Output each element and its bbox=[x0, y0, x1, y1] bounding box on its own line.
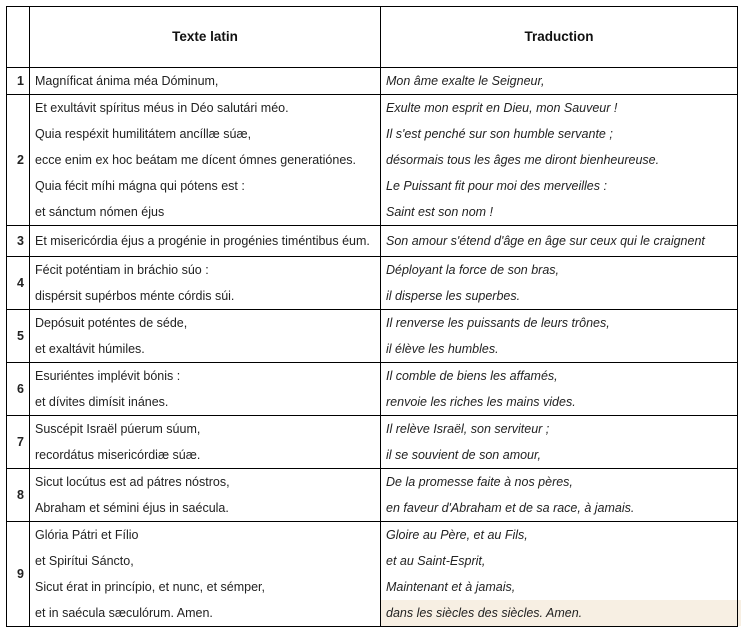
table-row bbox=[7, 95, 738, 226]
latin-line: et dívites dimísit inánes. bbox=[35, 395, 169, 409]
latin-line: et in saécula sæculórum. Amen. bbox=[35, 606, 213, 620]
french-text-cell bbox=[381, 310, 738, 363]
stanza-number: 2 bbox=[7, 95, 30, 226]
french-line: Gloire au Père, et au Fils, bbox=[386, 528, 528, 542]
stanza-number: 4 bbox=[7, 257, 30, 310]
latin-line: Glória Pátri et Fílio bbox=[35, 528, 139, 542]
latin-line: Fécit poténtiam in bráchio súo : bbox=[35, 263, 209, 277]
table-row bbox=[7, 68, 738, 95]
table-body bbox=[7, 68, 738, 627]
latin-line: Abraham et sémini éjus in saécula. bbox=[35, 501, 229, 515]
latin-text-cell bbox=[30, 522, 381, 627]
french-text-cell bbox=[381, 522, 738, 627]
header-number-cell bbox=[7, 7, 30, 68]
french-line: et au Saint-Esprit, bbox=[386, 554, 486, 568]
french-text-cell bbox=[381, 416, 738, 469]
french-line: Saint est son nom ! bbox=[386, 205, 494, 219]
french-text-cell bbox=[381, 363, 738, 416]
french-line: Son amour s'étend d'âge en âge sur ceux qui le craignent bbox=[386, 234, 705, 248]
latin-line: et Spirítui Sáncto, bbox=[35, 554, 134, 568]
french-line: Le Puissant fit pour moi des merveilles : bbox=[386, 179, 607, 193]
latin-text-cell bbox=[30, 68, 381, 95]
latin-line: Et exultávit spíritus méus in Déo salutári méo. bbox=[35, 101, 289, 115]
french-line: il se souvient de son amour, bbox=[386, 448, 541, 462]
latin-line: dispérsit supérbos ménte córdis súi. bbox=[35, 289, 235, 303]
french-text-cell bbox=[381, 226, 738, 257]
latin-line: et sánctum nómen éjus bbox=[35, 205, 165, 219]
table-row bbox=[7, 522, 738, 627]
latin-text-cell bbox=[30, 363, 381, 416]
french-line: Maintenant et à jamais, bbox=[386, 580, 516, 594]
latin-line: Quia fécit míhi mágna qui pótens est : bbox=[35, 179, 245, 193]
header-latin: Texte latin bbox=[30, 7, 381, 68]
latin-line: et exaltávit húmiles. bbox=[35, 342, 145, 356]
stanza-number: 1 bbox=[7, 68, 30, 95]
french-line: renvoie les riches les mains vides. bbox=[386, 395, 576, 409]
french-line: désormais tous les âges me diront bienheureuse. bbox=[386, 153, 660, 167]
stanza-number: 3 bbox=[7, 226, 30, 257]
table-row bbox=[7, 257, 738, 310]
latin-line: Magníficat ánima méa Dóminum, bbox=[35, 74, 219, 88]
french-text-cell bbox=[381, 469, 738, 522]
french-line: Il relève Israël, son serviteur ; bbox=[386, 422, 550, 436]
latin-text-cell bbox=[30, 257, 381, 310]
french-line: Il s'est penché sur son humble servante ; bbox=[386, 127, 613, 141]
french-text-cell bbox=[381, 257, 738, 310]
latin-line: Suscépit Israël púerum súum, bbox=[35, 422, 201, 436]
latin-text-cell bbox=[30, 95, 381, 226]
table-row bbox=[7, 416, 738, 469]
table-row bbox=[7, 469, 738, 522]
magnificat-table bbox=[6, 6, 738, 627]
latin-line: Quia respéxit humilitátem ancíllæ súæ, bbox=[35, 127, 252, 141]
french-line: dans les siècles des siècles. Amen. bbox=[381, 600, 741, 626]
latin-text-cell bbox=[30, 226, 381, 257]
french-line: il disperse les superbes. bbox=[386, 289, 521, 303]
latin-line: Depósuit poténtes de séde, bbox=[35, 316, 188, 330]
table-row bbox=[7, 310, 738, 363]
french-line: Mon âme exalte le Seigneur, bbox=[386, 74, 545, 88]
stanza-number: 8 bbox=[7, 469, 30, 522]
latin-text-cell bbox=[30, 469, 381, 522]
french-line: Il comble de biens les affamés, bbox=[386, 369, 558, 383]
table-row bbox=[7, 363, 738, 416]
french-line: Déployant la force de son bras, bbox=[386, 263, 560, 277]
french-text-cell bbox=[381, 95, 738, 226]
stanza-number: 5 bbox=[7, 310, 30, 363]
french-line: Exulte mon esprit en Dieu, mon Sauveur ! bbox=[386, 101, 618, 115]
french-line: en faveur d'Abraham et de sa race, à jamais. bbox=[386, 501, 635, 515]
stanza-number: 6 bbox=[7, 363, 30, 416]
latin-text-cell bbox=[30, 310, 381, 363]
latin-text-cell bbox=[30, 416, 381, 469]
french-line: Il renverse les puissants de leurs trônes, bbox=[386, 316, 610, 330]
stanza-number: 9 bbox=[7, 522, 30, 627]
latin-line: Esuriéntes implévit bónis : bbox=[35, 369, 181, 383]
latin-line: Sicut locútus est ad pátres nóstros, bbox=[35, 475, 230, 489]
table-row bbox=[7, 226, 738, 257]
french-text-cell bbox=[381, 68, 738, 95]
latin-line: recordátus misericórdiæ súæ. bbox=[35, 448, 201, 462]
table-header-row bbox=[7, 7, 738, 68]
latin-line: Sicut érat in princípio, et nunc, et sémper, bbox=[35, 580, 265, 594]
latin-line: ecce enim ex hoc beátam me dícent ómnes generatiónes. bbox=[35, 153, 357, 167]
stanza-number: 7 bbox=[7, 416, 30, 469]
french-line: De la promesse faite à nos pères, bbox=[386, 475, 573, 489]
header-french: Traduction bbox=[381, 7, 738, 68]
latin-line: Et misericórdia éjus a progénie in progénies timéntibus éum. bbox=[35, 234, 370, 248]
french-line: il élève les humbles. bbox=[386, 342, 499, 356]
